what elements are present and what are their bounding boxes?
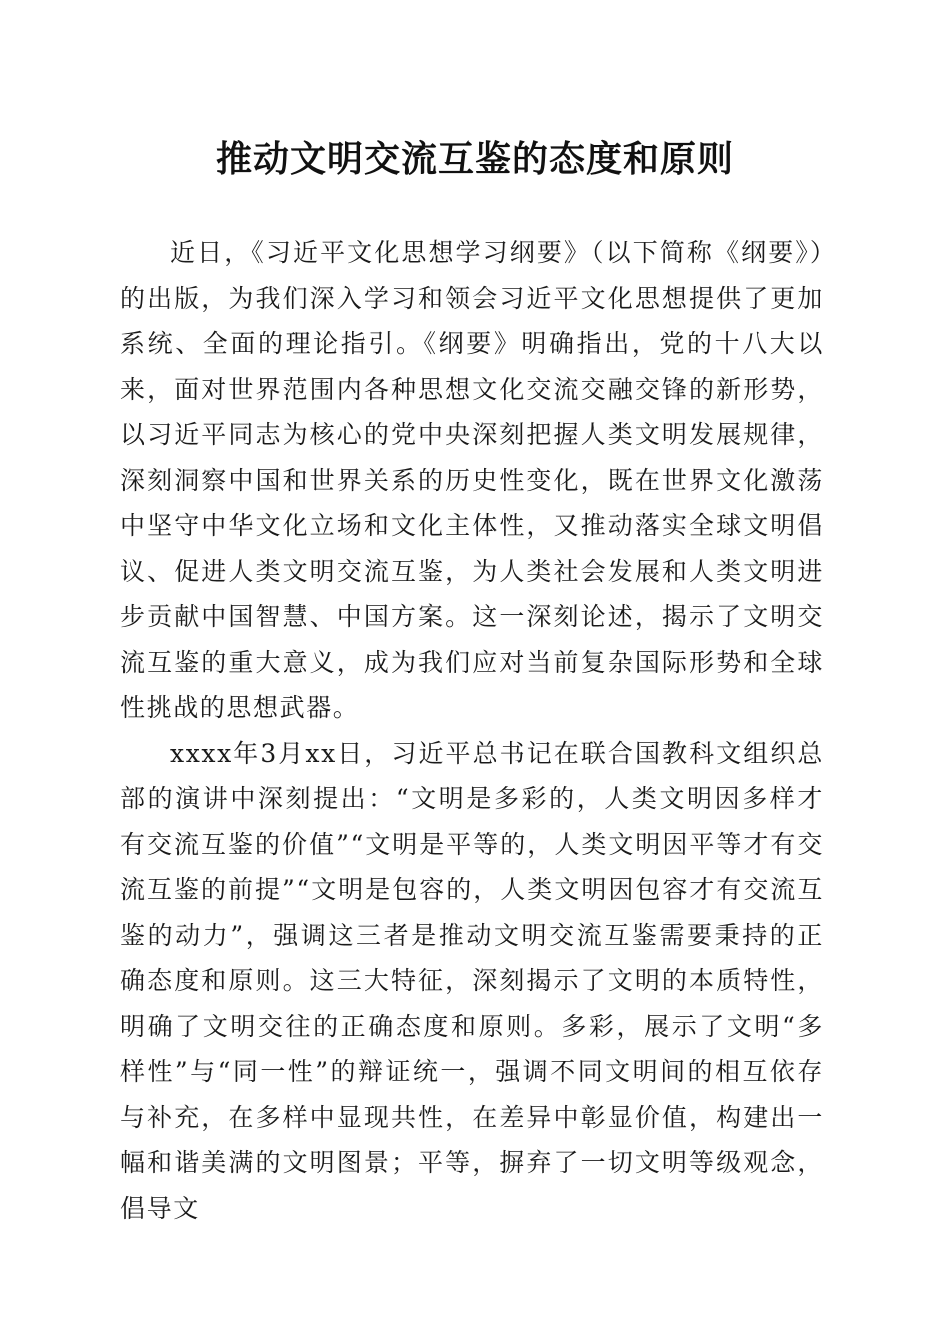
document-title: 推动文明交流互鉴的态度和原则 <box>215 138 734 180</box>
document-body <box>120 230 824 1231</box>
paragraph-1: 近日，《习近平文化思想学习纲要》（以下简称《纲要》）的出版，为我们深入学习和领会习近平文化思想提供了更加系统、全面的理论指引。《纲要》明确指出，党的十八大以来，面对世界范围内各种思想文化交流交融交锋的新形势，以习近平同志为核心的党中央深刻把握人类文明发展规律，深刻洞察中国和世界关系的历史性变化，既在世界文化激荡中坚守中华文化立场和文化主体性，又推动落实全球文明倡议、促进人类文明交流互鉴，为人类社会发展和人类文明进步贡献中国智慧、中国方案。这一深刻论述，揭示了文明交流互鉴的重大意义，成为我们应对当前复杂国际形势和全球性挑战的思想武器。 <box>120 238 824 722</box>
paragraph-2: xxxx年3月xx日，习近平总书记在联合国教科文组织总部的演讲中深刻提出：“文明是多彩的，人类文明因多样才有交流互鉴的价值”“文明是平等的，人类文明因平等才有交流互鉴的前提”“文明是包容的，人类文明因包容才有交流互鉴的动力”，强调这三者是推动文明交流互鉴需要秉持的正确态度和原则。这三大特征，深刻揭示了文明的本质特性，明确了文明交往的正确态度和原则。多彩，展示了文明“多样性”与“同一性”的辩证统一，强调不同文明间的相互依存与补充，在多样中显现共性，在差异中彰显价值，构建出一幅和谐美满的文明图景；平等，摒弃了一切文明等级观念，倡导文 <box>120 738 824 1223</box>
